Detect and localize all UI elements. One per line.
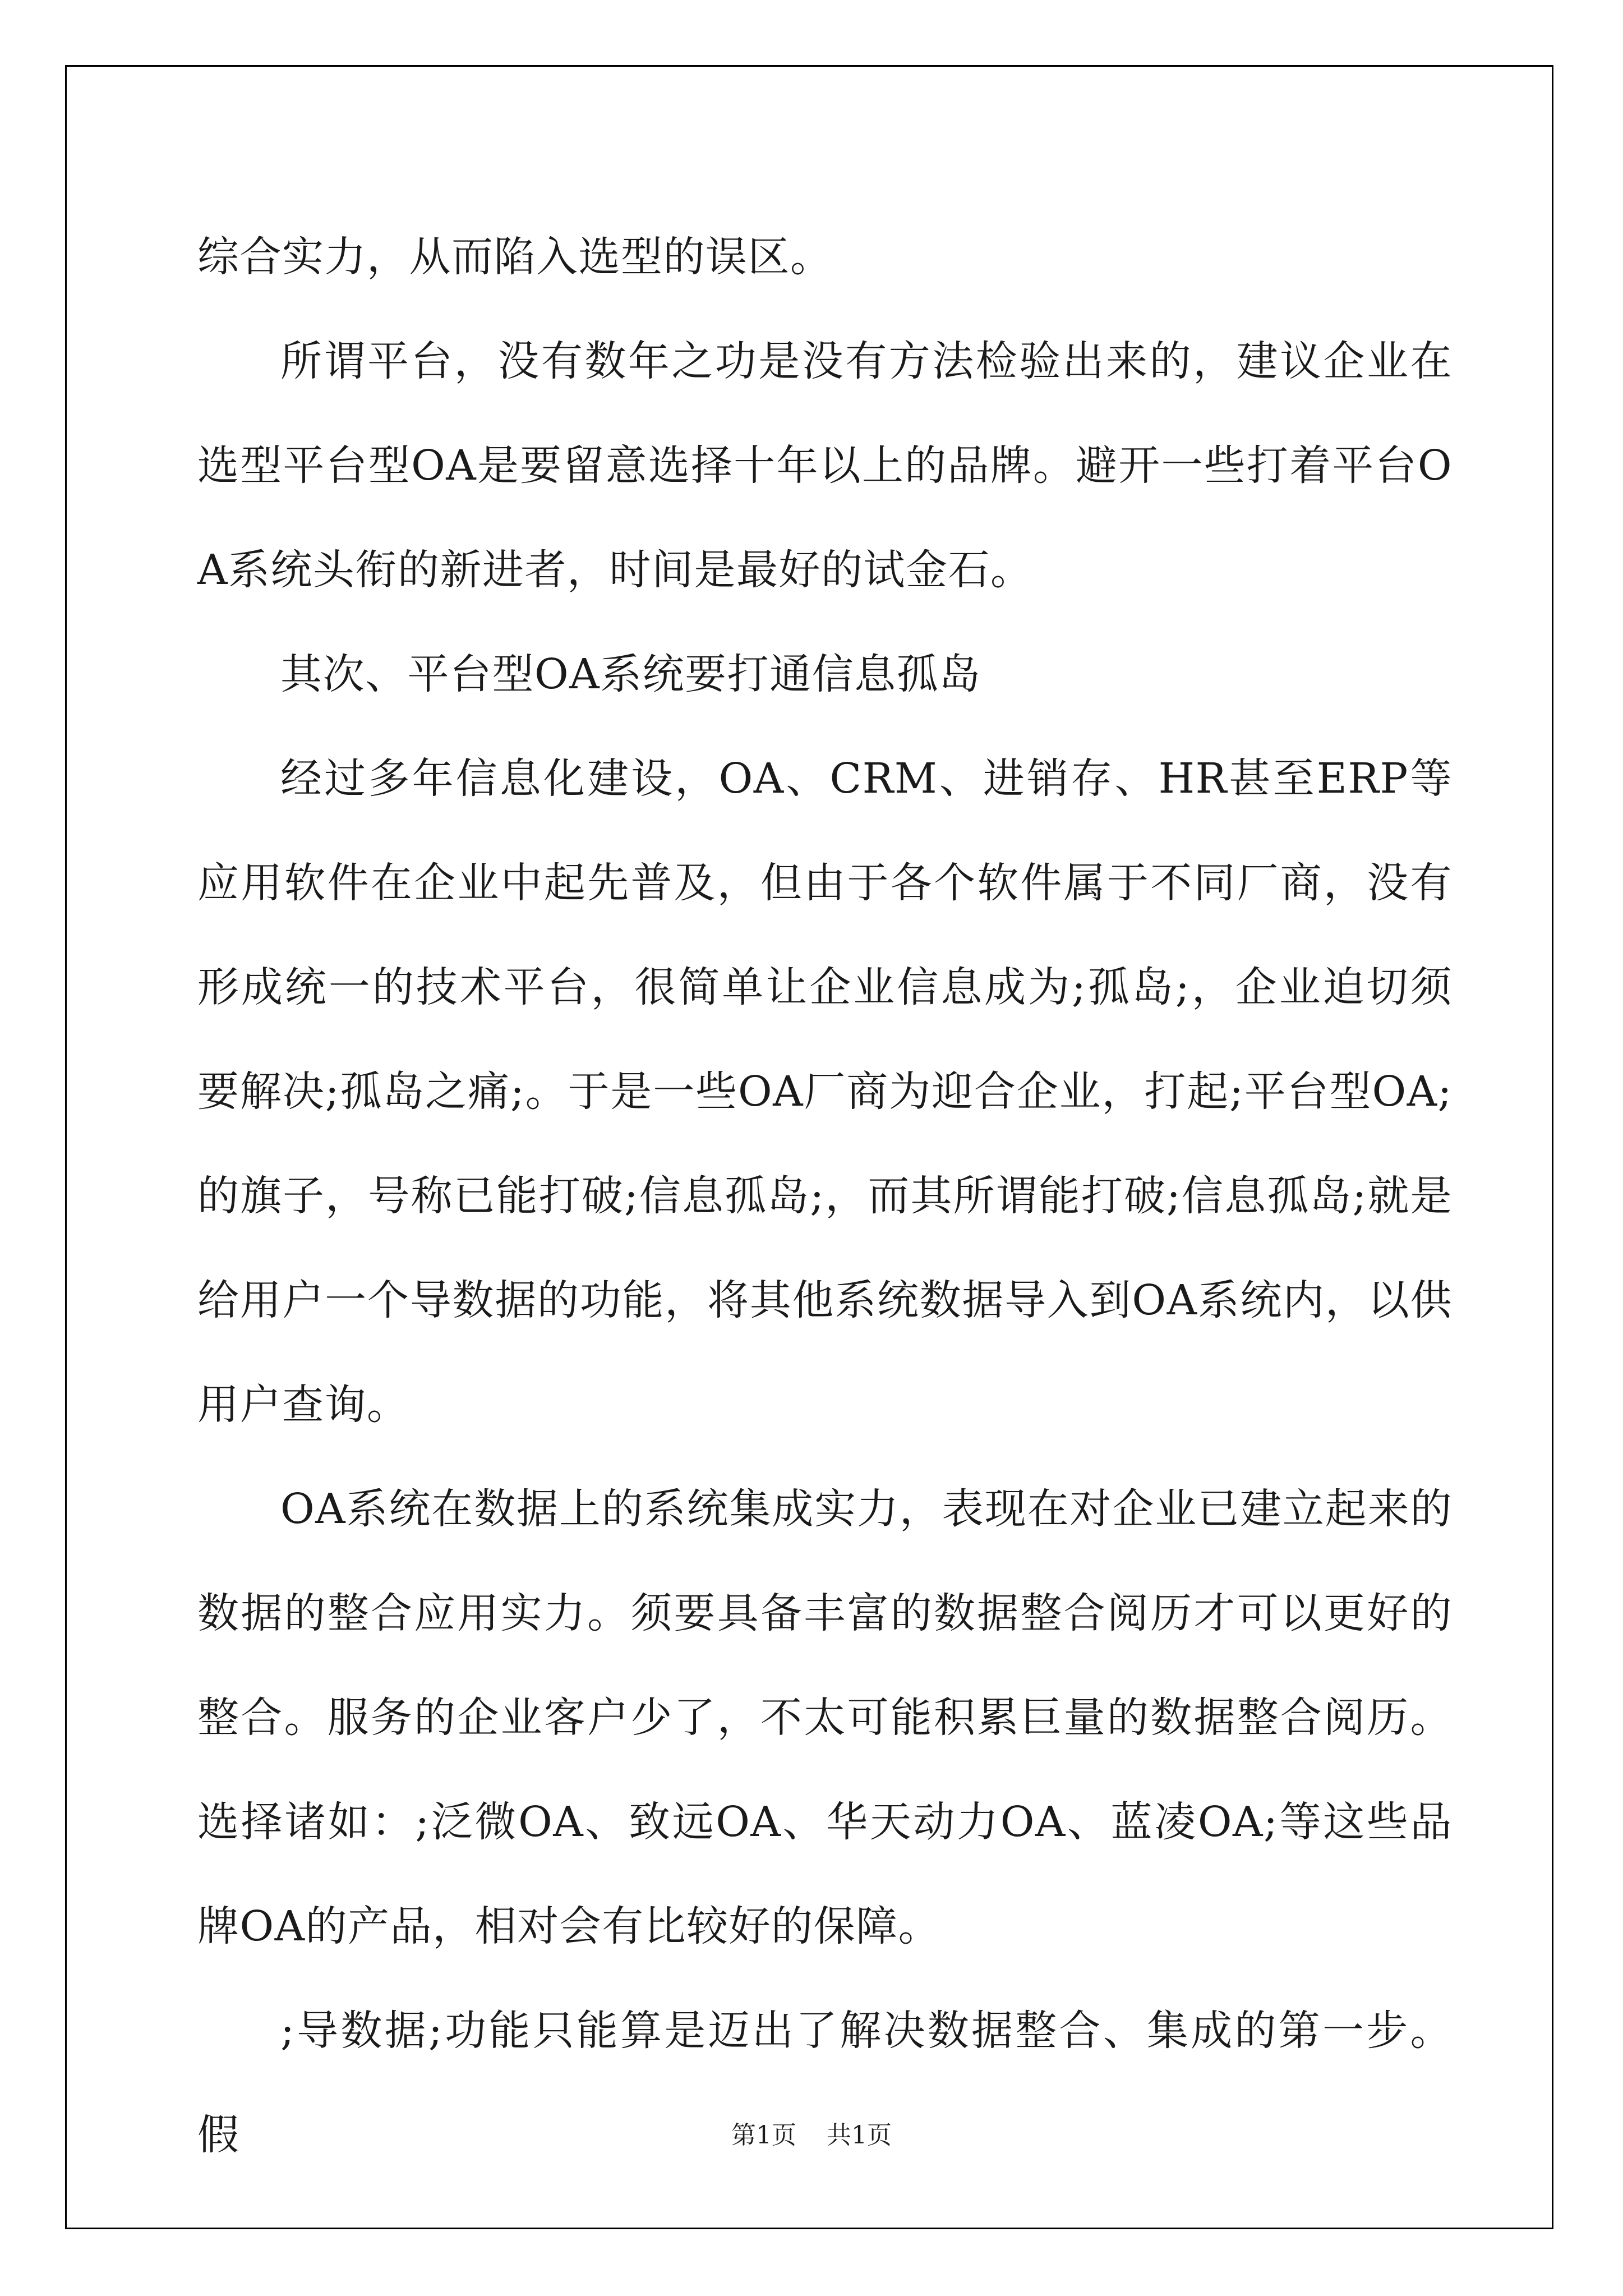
paragraph-4: 经过多年信息化建设，OA、CRM、进销存、HR甚至ERP等应用软件在企业中起先普及，但由于各个软件属于不同厂商，没有形成统一的技术平台，很简单让企业信息成为;孤岛;，企业迫切须要解决;孤岛之痛;。于是一些OA厂商为迎合企业，打起;平台型OA;的旗子，号称已能打破;信息孤岛;，而其所谓能打破;信息孤岛;就是给用户一个导数据的功能，将其他系统数据导入到OA系统内，以供用户查询。 bbox=[197, 754, 1453, 1429]
page-total: 共1页 bbox=[827, 2121, 892, 2150]
paragraph-2: 所谓平台，没有数年之功是没有方法检验出来的，建议企业在选型平台型OA是要留意选择十年以上的品牌。避开一些打着平台OA系统头衔的新进者，时间是最好的试金石。 bbox=[197, 337, 1453, 594]
document-body bbox=[197, 205, 1453, 2187]
paragraph-3-heading: 其次、平台型OA系统要打通信息孤岛 bbox=[280, 650, 981, 698]
paragraph-5: OA系统在数据上的系统集成实力，表现在对企业已建立起来的数据的整合应用实力。须要具备丰富的数据整合阅历才可以更好的整合。服务的企业客户少了，不太可能积累巨量的数据整合阅历。选择诸如：;泛微OA、致远OA、华天动力OA、蓝凌OA;等这些品牌OA的产品，相对会有比较好的保障。 bbox=[197, 1485, 1453, 1950]
paragraph-6: ;导数据;功能只能算是迈出了解决数据整合、集成的第一步。假 bbox=[197, 2007, 1453, 2159]
page-footer bbox=[0, 2115, 1623, 2151]
paragraph-1: 综合实力，从而陷入选型的误区。 bbox=[197, 233, 833, 281]
page-number: 第1页 bbox=[731, 2121, 796, 2150]
